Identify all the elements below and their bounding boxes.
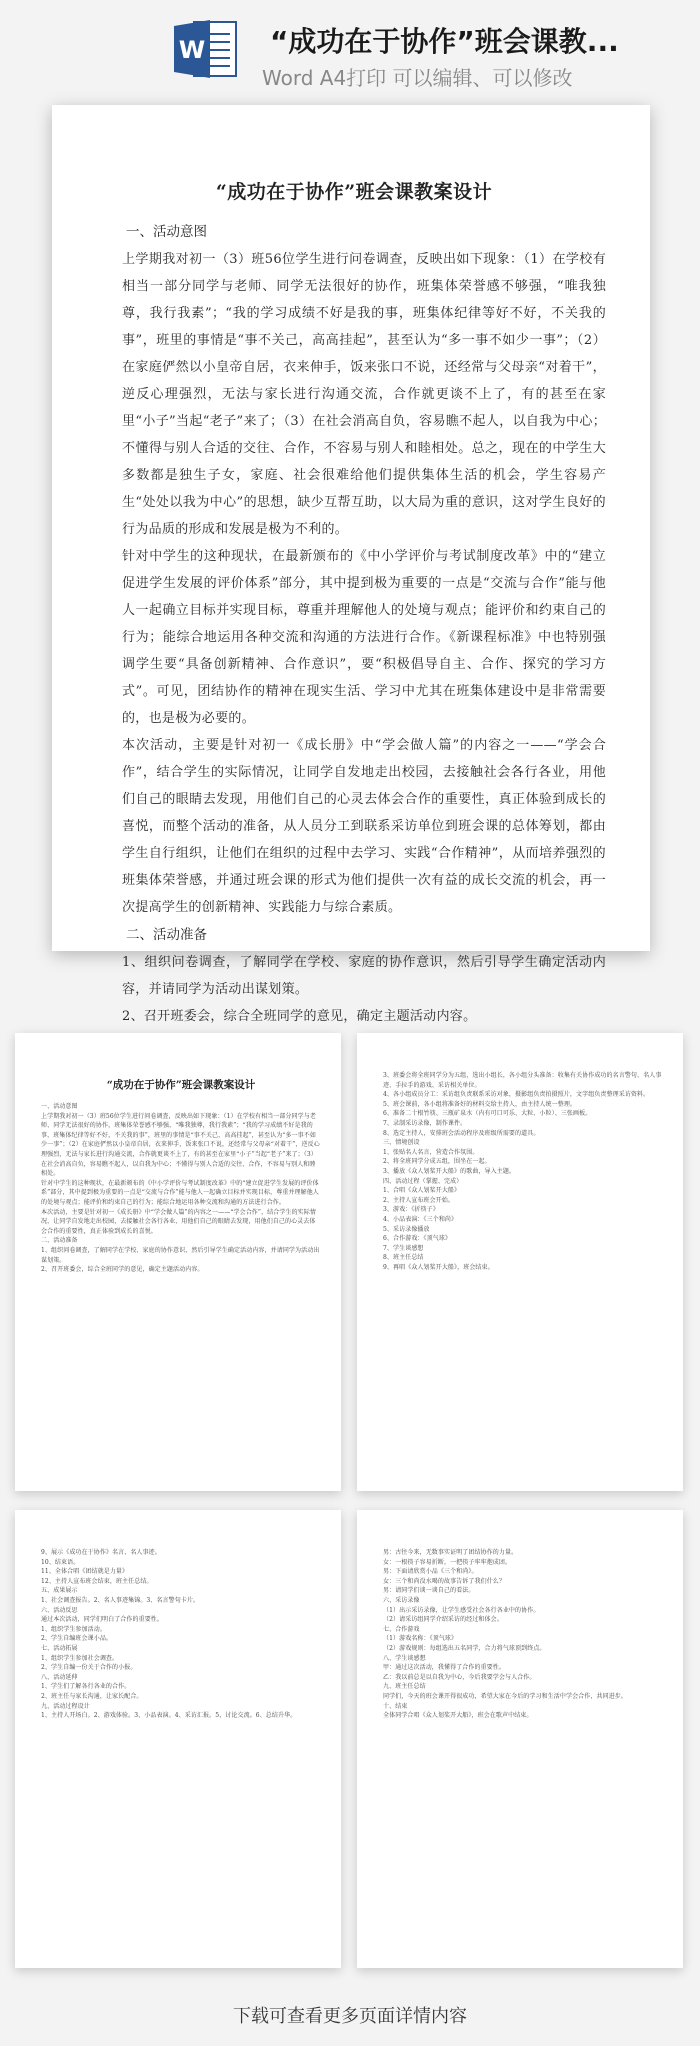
paragraph-intent-2: 针对中学生的这种现状，在最新颁布的《中小学评价与考试制度改革》中的“建立促进学生发展的评价体系”部分，其中提到极为重要的一点是“交流与合作”能与他人一起确立目标并实现目标，尊重并理解他人的处境与观点；能评价和约束自己的行为；能综合地运用各种交流和沟通的方法进行合作。《新课程标准》中也特别强调学生要“具备创新精神、合作意识”，要“积极倡导自主、合作、探究的学习方式”。可见，团结协作的精神在现实生活、学习中尤其在班集体建设中是非常需要的，也是极为必要的。 [122, 549, 606, 726]
download-more-link[interactable]: 下载可查看更多页面详情内容 [233, 2006, 467, 2027]
paragraph-preparation-1: 1、组织问卷调查，了解同学在学校、家庭的协作意识，然后引导学生确定活动内容，并请同学为活动出谋划策。 [122, 955, 606, 997]
thumbnail-line: 3、播放《众人划桨开大船》的歌曲，导入主题。 [383, 1167, 516, 1175]
thumbnail-line: （2）请采访组同学介绍采访的经过和体会。 [383, 1616, 503, 1624]
thumbnail-line: 7、录制采访录像，制作课件。 [383, 1119, 467, 1127]
page-thumbnail-4[interactable] [357, 1510, 683, 1968]
thumbnail-line: 甲：通过这次活动，我懂得了合作的重要性。 [383, 1664, 506, 1672]
thumbnail-line: 一、活动意图 [41, 1103, 78, 1110]
word-document-icon [172, 18, 240, 80]
thumbnail-line: （1）出示采访录像，让学生感受社会各行各业中的协作。 [383, 1606, 540, 1614]
thumbnail-line: 六、活动反思 [41, 1606, 78, 1614]
thumbnail-line: 二、活动准备 [41, 1237, 78, 1245]
thumbnail-line: 同学们，今天的班会课开得很成功，希望大家在今后的学习和生活中学会合作，共同进步。 [383, 1692, 628, 1700]
thumbnail-line: 1、组织问卷调查，了解同学在学校、家庭的协作意识，然后引导学生确定活动内容，并请同学为活动出谋划策。 [41, 1246, 320, 1264]
thumbnail-line: （1）游戏名称：《顶气球》 [383, 1635, 458, 1643]
thumbnail-line: 七、合作游戏 [383, 1625, 420, 1633]
thumbnail-text [383, 1548, 663, 1721]
thumbnail-line: 1、主持人开场白。2、游戏体验。3、小品表演。4、采访汇报。5、讨论交流。6、总结升华。 [41, 1712, 297, 1720]
thumbnail-text [41, 1102, 321, 1275]
section-heading-intent: 一、活动意图 [126, 224, 207, 240]
paragraph-intent-1: 上学期我对初一（3）班56位学生进行问卷调查，反映出如下现象：（1）在学校有相当一部分同学与老师、同学无法很好的协作，班集体荣誉感不够强，“唯我独尊，我行我素”；“我的学习成绩不好是我的事，班集体纪律等好不好，不关我的事”，班里的事情是“事不关己，高高挂起”，甚至认为“多一事不如少一事”；（2）在家庭俨然以小皇帝自居，衣来伸手，饭来张口不说，还经常与父母亲“对着干”，逆反心理强烈，无法与家长进行沟通交流，合作就更谈不上了，有的甚至在家里“小子”当起“老子”来了；（3）在社会消高自负，容易瞧不起人，以自我为中心；不懂得与别人合适的交往、合作，不容易与别人和睦相处。总之，现在的中学生大多数都是独生子女，家庭、社会很难给他们提供集体生活的机会，学生容易产生“处处以我为中心”的思想，缺少互帮互助，以大局为重的意识，这对学生良好的行为品质的形成和发展是极为不利的。 [122, 252, 606, 537]
thumbnail-line: 2、主持人宣布班会开始。 [383, 1196, 455, 1204]
thumbnail-line: 女：三个和尚没水喝的故事告诉了我们什么？ [383, 1577, 506, 1585]
thumbnail-line: 1、学生们了解各行各业的合作。 [41, 1683, 131, 1691]
thumbnail-line: 9、再唱《众人划桨开大船》，班会结束。 [383, 1263, 494, 1271]
thumbnail-line: 5、班会课前，各小组将准备好的材料交给主持人，由主持人统一整理。 [383, 1100, 577, 1108]
thumbnail-line: 9、展示《成功在于协作》名言、名人事迹。 [41, 1549, 161, 1556]
thumbnail-line: 乙：我以前总是以自我为中心，今后我要学会与人合作。 [383, 1673, 536, 1681]
page-subtitle: Word A4打印 可以编辑、可以修改 [262, 66, 573, 90]
thumbnail-line: 12、主持人宣布班会结束，班主任总结。 [41, 1577, 153, 1585]
thumbnail-line: 1、组织学生参加社会调查。 [41, 1654, 119, 1662]
thumbnail-line: 2、学生自编班会课小品。 [41, 1635, 113, 1643]
thumbnail-line: 4、各小组成员分工：采访组负责联系采访对象，摄影组负责拍摄照片，文字组负责整理采访资料。 [383, 1091, 650, 1099]
thumbnail-line: 六、采访录像 [383, 1596, 420, 1604]
thumbnail-line: 女：一根筷子容易折断，一把筷子牢牢抱成团。 [383, 1558, 512, 1566]
thumbnail-line: 八、活动延伸 [41, 1673, 78, 1681]
thumbnail-line: 九、活动过程设计 [41, 1702, 90, 1710]
thumbnail-line: 2、学生自编一份关于合作的小报。 [41, 1664, 137, 1672]
thumbnail-line: 1、张贴名人名言，营造合作氛围。 [383, 1148, 479, 1156]
thumbnail-line: 11、全体合唱《团结就是力量》 [41, 1568, 129, 1576]
thumbnail-line: 1、社会调查报告。2、名人事迹集锦。3、名言警句卡片。 [41, 1596, 200, 1604]
thumbnail-line: 全体同学合唱《众人划桨开大船》，班会在歌声中结束。 [383, 1712, 533, 1720]
page-thumbnail-1[interactable] [15, 1033, 341, 1491]
thumbnail-line: 2、班主任与家长沟通，让家长配合。 [41, 1692, 143, 1700]
thumbnail-line: 本次活动，主要是针对初一《成长册》中“学会做人篇”的内容之一——“学会合作”，结合学生的实际情况，让同学自发地走出校园，去接触社会各行各业，用他们自己的眼睛去发现，用他们自己的心灵去体会合作的重要性，真正体验到成长的喜悦。 [41, 1208, 316, 1235]
section-heading-preparation: 二、活动准备 [126, 927, 207, 943]
thumbnail-line: 10、结束语。 [41, 1558, 80, 1566]
paragraph-intent-3: 本次活动，主要是针对初一《成长册》中“学会做人篇”的内容之一——“学会合作”，结合学生的实际情况，让同学自发地走出校园，去接触社会各行各业，用他们自己的眼睛去发现，用他们自己的心灵去体会合作的重要性，真正体验到成长的喜悦，而整个活动的准备，从人员分工到联系采访单位到班会课的总体筹划，都由学生自行组织，让他们在组织的过程中去学习、实践“合作精神”，从而培养强烈的班集体荣誉感，并通过班会课的形式为他们提供一次有益的成长交流的机会，再一次提高学生的创新精神、实践能力与综合素质。 [122, 738, 606, 915]
thumbnail-title: “成功在于协作”班会课教案设计 [106, 1079, 256, 1091]
thumbnail-line: 2、将全班同学分成五组，围坐在一起。 [383, 1158, 491, 1166]
thumbnail-text [383, 1071, 663, 1272]
thumbnail-line: 男：请同学们谈一谈自己的看法。 [383, 1587, 475, 1595]
word-icon-letter: W [178, 36, 206, 64]
thumbnail-line: 3、班委会将全班同学分为五组，选出小组长，各小组分头准备：收集有关协作成功的名言警句、名人事迹、手拉手的游戏、采访相关单位。 [383, 1072, 662, 1089]
thumbnail-line: 6、合作游戏：《顶气球》 [383, 1235, 452, 1243]
thumbnail-line: 2、召开班委会，综合全班同学的意见，确定主题活动内容。 [41, 1266, 204, 1274]
thumbnail-line: 5、采访录像播放 [383, 1225, 430, 1233]
thumbnail-line: 3、游戏：《折筷子》 [383, 1206, 439, 1214]
page-thumbnail-3[interactable] [15, 1510, 341, 1968]
thumbnail-text [41, 1548, 321, 1721]
thumbnail-line: 通过本次活动，同学们明白了合作的重要性。 [41, 1616, 164, 1624]
thumbnail-line: 针对中学生的这种现状，在最新颁布的《中小学评价与考试制度改革》中的“建立促进学生发展的评价体系”部分，其中提到极为重要的一点是“交流与合作”能与他人一起确立目标并实现目标，尊重并理解他人的处境与观点；能评价和约束自己的行为；能综合地运用各种交流和沟通的方法进行合作。 [41, 1179, 319, 1206]
thumbnail-line: 4、小品表演：《三个和尚》 [383, 1215, 458, 1223]
thumbnail-line: 四、活动过程（掌握、完成） [383, 1177, 463, 1185]
thumbnail-line: 九、班主任总结 [383, 1683, 426, 1691]
thumbnail-line: 6、准备二十根竹筷、三瓶矿泉水（内有可口可乐、大粒、小粒）、三张画板。 [383, 1110, 592, 1118]
page-title: “成功在于协作”班会课教... [270, 25, 619, 58]
document-page-preview [52, 105, 650, 1024]
thumbnail-line: 八、学生谈感想 [383, 1654, 426, 1662]
thumbnail-line: 男：下面请欣赏小品《三个和尚》。 [383, 1568, 478, 1576]
thumbnail-line: 8、选定主持人，安排班会活动程序及班级所需要的道具。 [383, 1129, 540, 1137]
thumbnail-line: 1、组织学生参加活动。 [41, 1625, 106, 1633]
thumbnail-line: 五、成果展示 [41, 1587, 78, 1595]
thumbnail-line: （2）游戏规则：每组选出五名同学，合力将气球顶到终点。 [383, 1644, 546, 1652]
thumbnail-line: 1、合唱《众人划桨开大船》 [383, 1187, 461, 1195]
thumbnail-line: 上学期我对初一（3）班56位学生进行问卷调查，反映出如下现象：（1）在学校有相当一部分同学与老师、同学无法很好的协作，班集体荣誉感不够强，“唯我独尊，我行我素”；“我的学习成绩不好是我的事，班集体纪律等好不好，不关我的事”，班里的事情是“事不关己，高高挂起”，甚至认为“多一事不如少一事”；（2）在家庭俨然以小皇帝自居，衣来伸手，饭来张口不说，还经常与父母亲“对着干”，逆反心理强烈，无法与家长进行沟通交流，合作就更谈不上了，有的甚至在家里“小子”当起“老子”来了；（3）在社会消高自负，容易瞧不起人，以自我为中心；不懂得与别人合适的交往、合作，不容易与别人和睦相处。 [41, 1112, 320, 1178]
paragraph-preparation-2: 2、召开班委会，综合全班同学的意见，确定主题活动内容。 [122, 1009, 477, 1024]
document-title: “成功在于协作”班会课教案设计 [215, 181, 493, 203]
header-banner [0, 0, 700, 100]
thumbnail-line: 七、活动拓展 [41, 1644, 78, 1652]
page-thumbnail-2[interactable] [357, 1033, 683, 1491]
thumbnail-line: 7、学生谈感想 [383, 1244, 424, 1252]
thumbnail-line: 男：古往今来，无数事实证明了团结协作的力量。 [383, 1549, 518, 1556]
thumbnail-line: 8、班主任总结 [383, 1254, 424, 1262]
thumbnail-line: 三、情境创设 [383, 1139, 420, 1147]
thumbnail-line: 十、结束 [383, 1702, 408, 1710]
